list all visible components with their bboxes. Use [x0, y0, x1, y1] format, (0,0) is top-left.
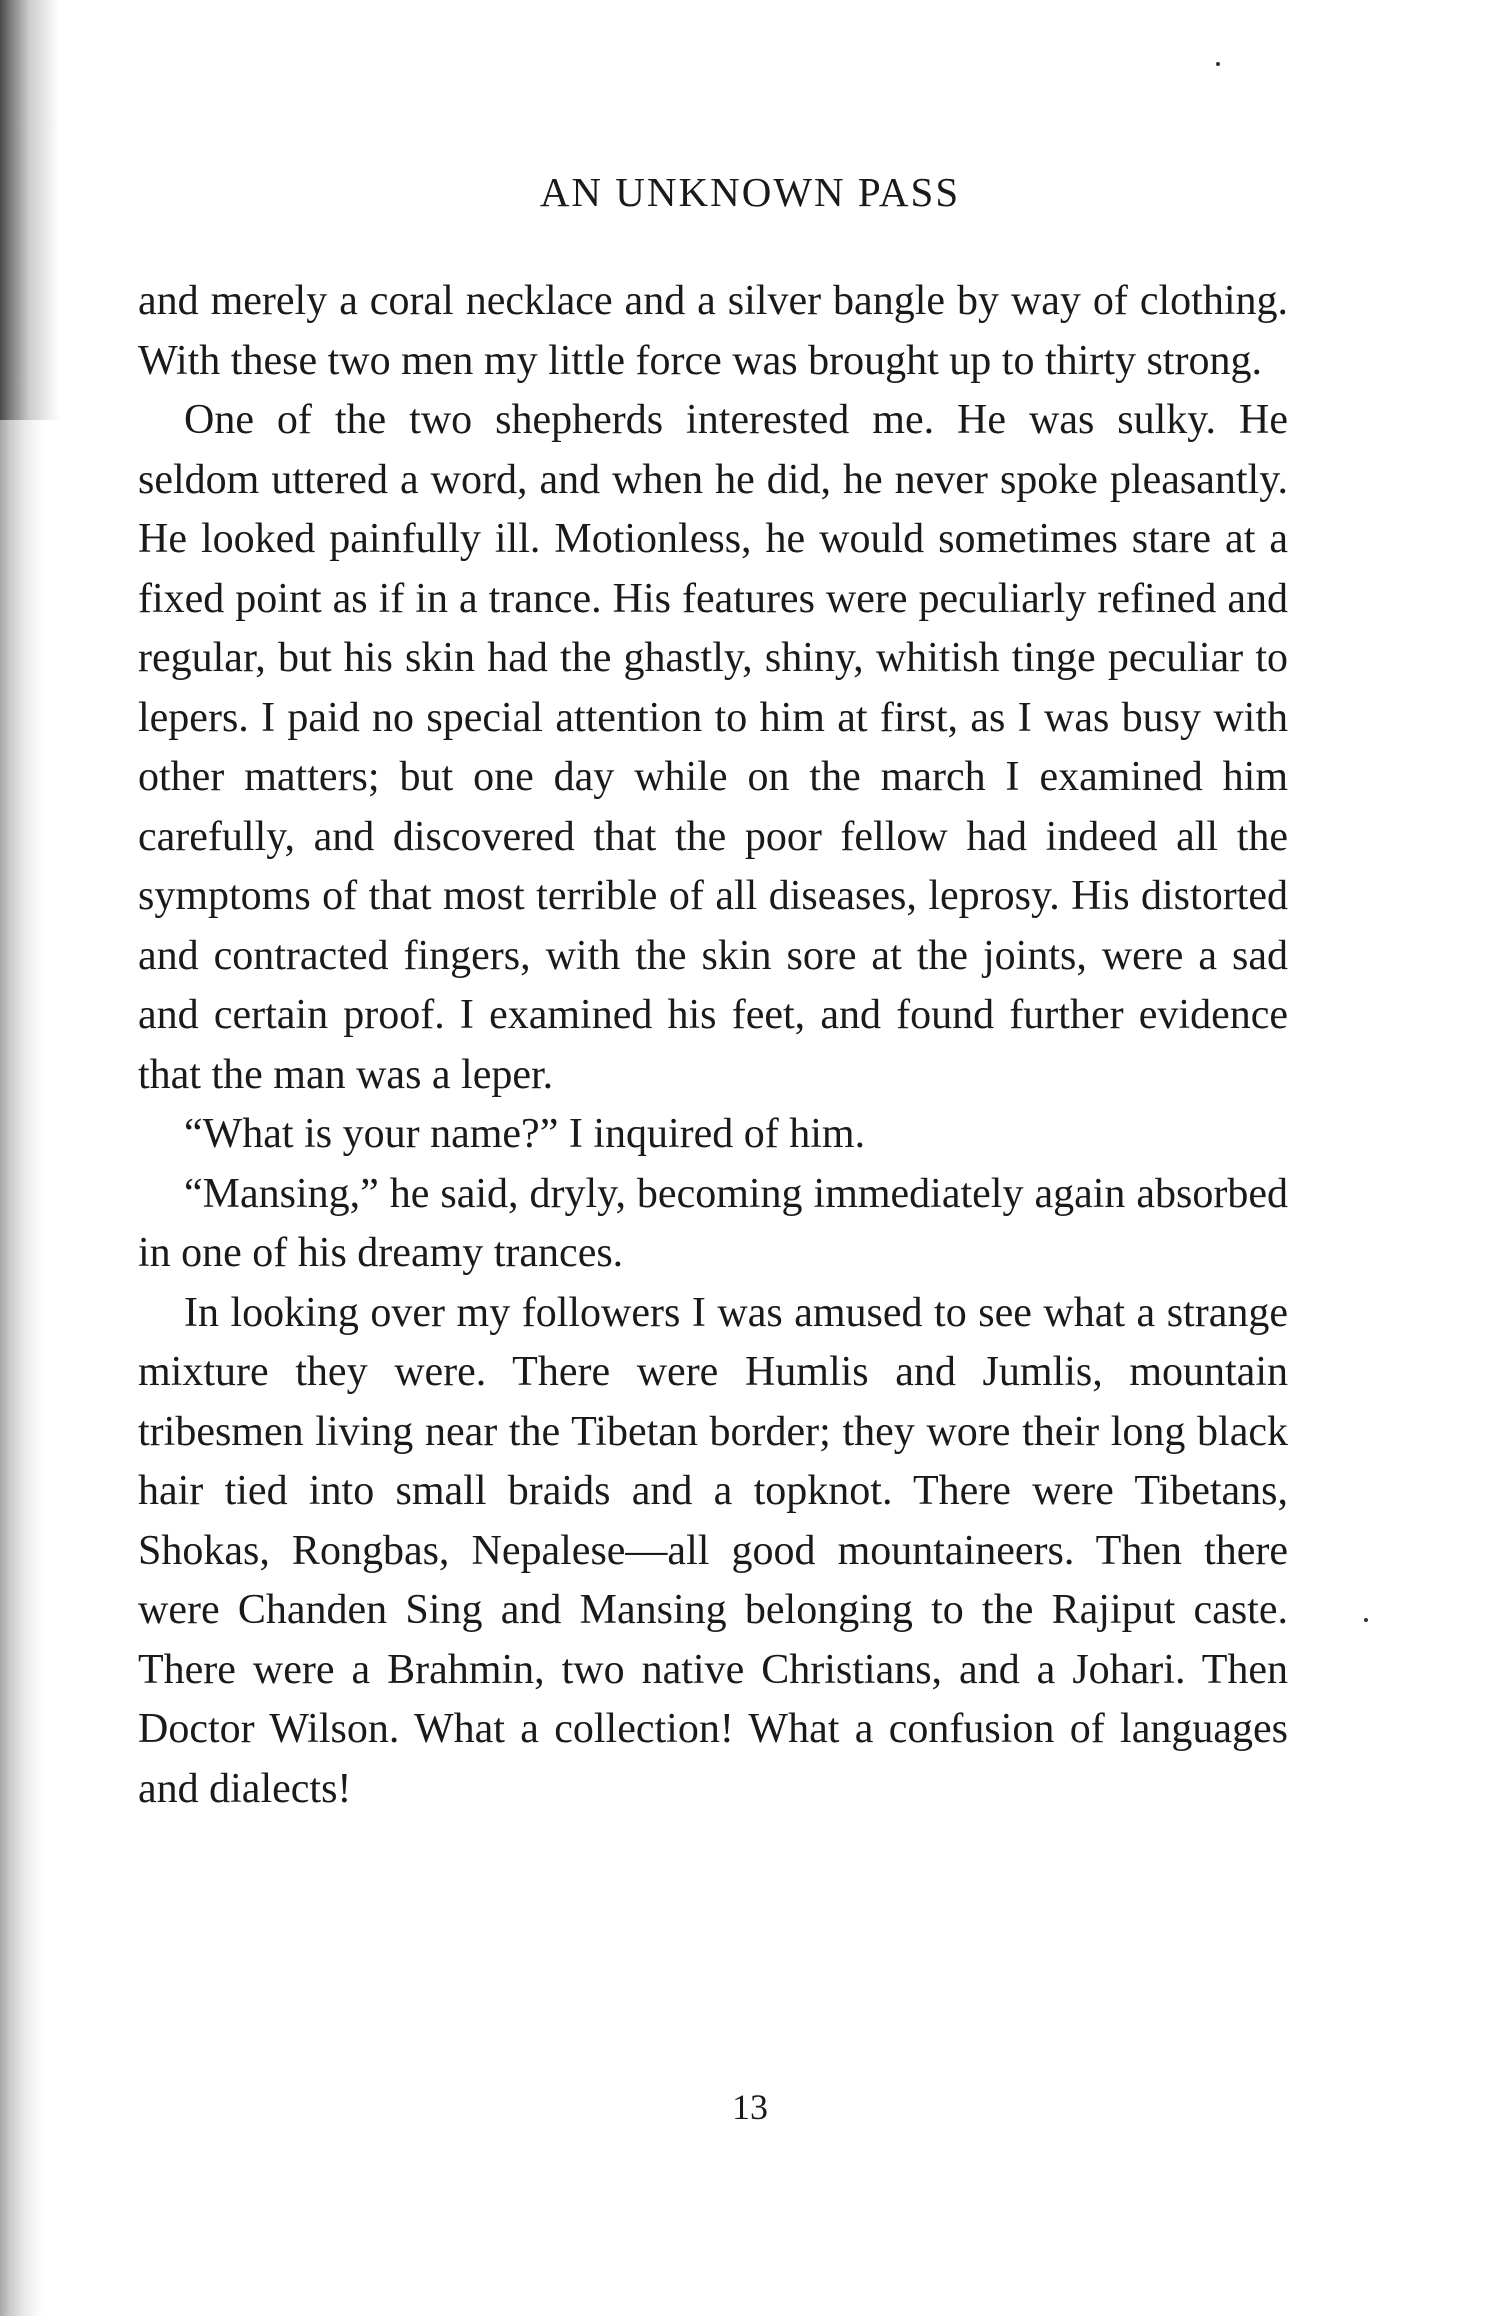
paragraph-5: In looking over my followers I was amused to see what a strange mixture they were. There were Humlis and Jumlis, mountain tribesmen living near the Tibetan border; they wore their long black hair tied into small braids and a topknot. There were Tibetans, Shokas, Rongbas, Nepalese—all good mountaineers. Then there were Chanden Sing and Mansing belonging to the Rajiput caste. There were a Brahmin, two native Christians, and a Johari. Then Doctor Wilson. What a collection! What a confusion of languages and dialects!	[138, 1289, 1288, 1812]
body-text	[138, 272, 1288, 1819]
paragraph-4: “Mansing,” he said, dryly, becoming immediately again absorbed in one of his dreamy trances.	[138, 1170, 1288, 1276]
paragraph-3: “What is your name?” I inquired of him.	[184, 1111, 866, 1157]
paragraph-1: and merely a coral necklace and a silver bangle by way of clothing. With these two men my little force was brought up to thirty strong.	[138, 278, 1288, 384]
print-speck	[1364, 1618, 1368, 1622]
print-speck	[1216, 62, 1220, 66]
paragraph-2: One of the two shepherds interested me. He was sulky. He seldom uttered a word, and when he did, he never spoke pleasantly. He looked painfully ill. Motionless, he would sometimes stare at a fixed point as if in a trance. His features were peculiarly refined and regular, but his skin had the ghastly, shiny, whitish tinge peculiar to lepers. I paid no special attention to him at first, as I was busy with other matters; but one day while on the march I examined him carefully, and discovered that the poor fellow had indeed all the symptoms of that most terrible of all diseases, leprosy. His distorted and contracted fingers, with the skin sore at the joints, were a sad and certain proof. I examined his feet, and found further evidence that the man was a leper.	[138, 397, 1288, 1098]
page-number: 13	[732, 2087, 768, 2127]
running-head: AN UNKNOWN PASS	[539, 169, 961, 215]
